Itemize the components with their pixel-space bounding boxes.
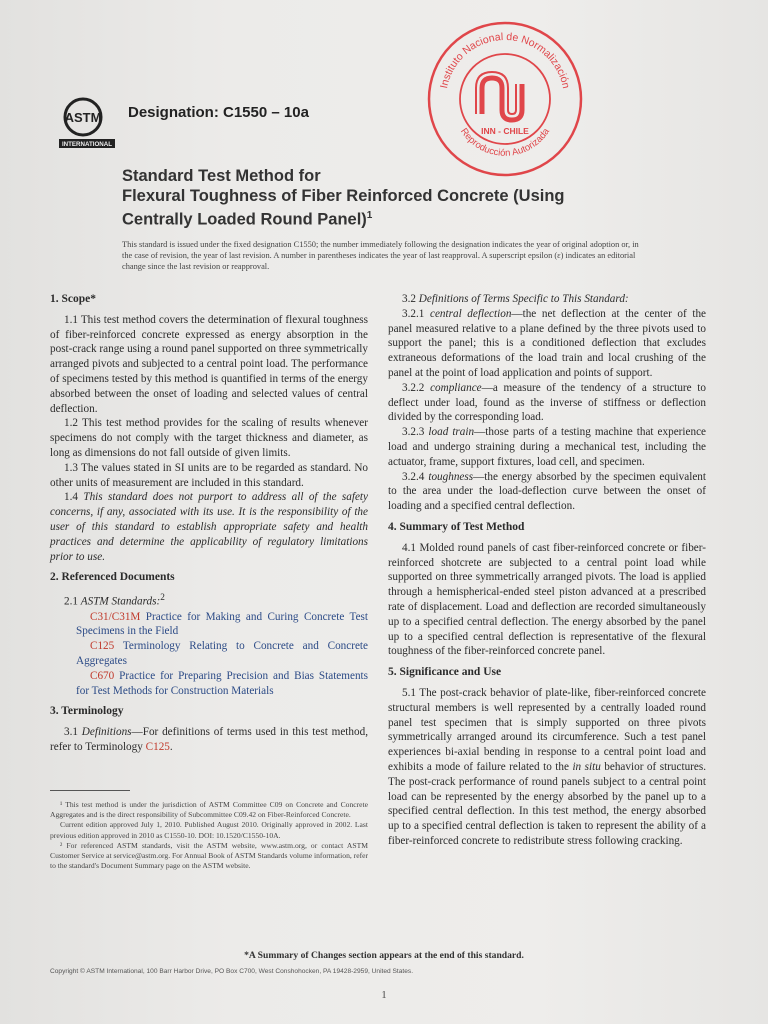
footnote-1-edition: Current edition approved July 1, 2010. Published August 2010. Originally approved in 2002. Last previous edition approved in 2010 as C1550-10. DOI: 10.1520/C1550-10A. [50, 820, 368, 840]
section-scope-heading: 1. Scope* [50, 293, 96, 305]
page-number: 1 [381, 990, 387, 1001]
right-column [388, 292, 706, 849]
footnote-1: ¹ This test method is under the jurisdiction of ASTM Committee C09 on Concrete and Concrete Aggregates and is the direct responsibility of Subcommittee C09.42 on Fiber-Reinforced Concrete. [50, 800, 368, 820]
footnote-rule [50, 790, 130, 791]
designation: Designation: C1550 – 10a [128, 104, 309, 121]
svg-text:Instituto Nacional de Normaliz: Instituto Nacional de Normalización [438, 30, 572, 90]
ref-c125[interactable]: C125 Terminology Relating to Concrete and Concrete Aggregates [76, 640, 368, 668]
title-line-2: Flexural Toughness of Fiber Reinforced Concrete (Using [122, 187, 565, 205]
left-column [50, 292, 368, 755]
para-3-2: 3.2 Definitions of Terms Specific to This Standard: [402, 293, 629, 305]
section-significance-heading: 5. Significance and Use [388, 666, 502, 679]
para-3-2-2: 3.2.2 compliance—a measure of the tendency of a structure to deflect under load, found as the inverse of stiffness or deflection divided by the corresponding load. [388, 381, 707, 424]
document-title [122, 166, 642, 230]
para-2-1: 2.1 ASTM Standards:$^2$ [64, 593, 165, 608]
terminology-link-c125[interactable]: C125 [145, 741, 170, 754]
para-4-1: 4.1 Molded round panels of cast fiber-reinforced concrete or fiber-reinforced shotcrete are subjected to a central point load while supported on three symmetrically arranged pivots. The load is applied through a hemispherical-ended steel piston advanced at a prescribed rate of displacement. Load and deflection are recorded simultaneously up to a specified central deflection. The energy absorbed by the panel up to a specified central deflection is representative of the flexural toughness of the fiber-reinforced concrete panel. [388, 541, 706, 658]
astm-logo [55, 95, 121, 153]
svg-text:Reproducción Autorizada: Reproducción Autorizada [458, 126, 552, 159]
svg-text:ASTM: ASTM [64, 110, 102, 125]
ref-c670[interactable]: C670 Practice for Preparing Precision and Bias Statements for Test Methods for Construction Materials [76, 669, 368, 697]
para-3-2-1: 3.2.1 central deflection—the net deflection at the center of the panel measured relative to a plane defined by the three pivots used to support the panel; this is a conditioned deflection that excludes extraneous deformations of the load train and local crushing of the panel at the point of load application and points of support. [388, 307, 707, 379]
ref-c31[interactable]: C31/C31M Practice for Making and Curing Concrete Test Specimens in the Field [76, 610, 369, 638]
para-3-2-4: 3.2.4 toughness—the energy absorbed by the specimen equivalent to the area under the load-deflection curve between the onset of loading and a specified central deflection. [388, 470, 707, 513]
para-1-4: 1.4 This standard does not purport to address all of the safety concerns, if any, associated with its use. It is the responsibility of the user of this standard to establish appropriate safety and health practices and determine the applicability of regulatory limitations prior to use. [50, 491, 369, 563]
svg-text:INTERNATIONAL: INTERNATIONAL [61, 141, 113, 148]
section-summary-heading: 4. Summary of Test Method [388, 520, 525, 533]
inn-chile-stamp [424, 18, 586, 180]
section-referenced-documents-heading: 2. Referenced Documents [50, 571, 175, 584]
footnotes [50, 800, 368, 871]
para-5-1: 5.1 The post-crack behavior of plate-like, fiber-reinforced concrete structural members is well represented by a centrally loaded round panel test specimen that is simply supported on three pivots symmetrically arranged around its circumference. Such a test panel experiences bi-axial bending in response to a central point load and exhibits a mode of failure related to the in situ behavior of structures. The post-crack performance of round panels subject to a central point load can be represented by the energy absorbed by the panel up to a specified central deflection. In this test method, the energy absorbed up to a specified central deflection is taken to represent the ability of a fiber-reinforced concrete to redistribute stress following cracking. [388, 686, 706, 847]
para-3-2-3: 3.2.3 load train—those parts of a testing machine that experience load and undergo straining during a mechanical test, including the actuator, frame, support fixtures, load cell, and specimen. [388, 426, 707, 468]
title-footnote-marker: 1 [366, 210, 373, 221]
footnote-2: ² For referenced ASTM standards, visit the ASTM website, www.astm.org, or contact ASTM Customer Service at service@astm.org. For Annual Book of ASTM Standards volume information, refer to the standard's Document Summary page on the ASTM website. [50, 840, 368, 871]
copyright-line: Copyright © ASTM International, 100 Barr Harbor Drive, PO Box C700, West Conshohocken, PA 19428-2959, United States. [50, 968, 414, 975]
issuance-note: This standard is issued under the fixed designation C1550; the number immediately following the designation indicates the year of original adoption or, in the case of revision, the year of last revision. A number in parentheses indicates the year of last reapproval. A superscript epsilon (ε) indicates an editorial change since the last revision or reapproval. [122, 240, 639, 271]
para-1-3: 1.3 The values stated in SI units are to be regarded as standard. No other units of measurement are included in this standard. [50, 461, 368, 489]
svg-text:INN - CHILE: INN - CHILE [481, 126, 529, 136]
para-1-2: 1.2 This test method provides for the scaling of results whenever specimens do not comply with the target thickness and diameter, as long as dimensions do not fall outside of given limits. [50, 417, 368, 459]
para-1-1: 1.1 This test method covers the determination of flexural toughness of fiber-reinforced concrete expressed as energy absorption in the post-crack range using a round panel supported on three symmetrically arranged pivots and subjected to a central point load. The performance of specimens tested by this method is quantified in terms of the energy absorbed between the onset of loading and selected values of central deflection. [50, 313, 368, 415]
section-terminology-heading: 3. Terminology [50, 705, 124, 718]
para-3-1: 3.1 Definitions—For definitions of terms used in this test method, refer to Terminology C125. [50, 726, 368, 754]
title-line-1: Standard Test Method for [122, 167, 321, 185]
title-line-3: Centrally Loaded Round Panel)$^1$ [122, 210, 373, 229]
summary-of-changes-note: *A Summary of Changes section appears at the end of this standard. [244, 950, 524, 961]
